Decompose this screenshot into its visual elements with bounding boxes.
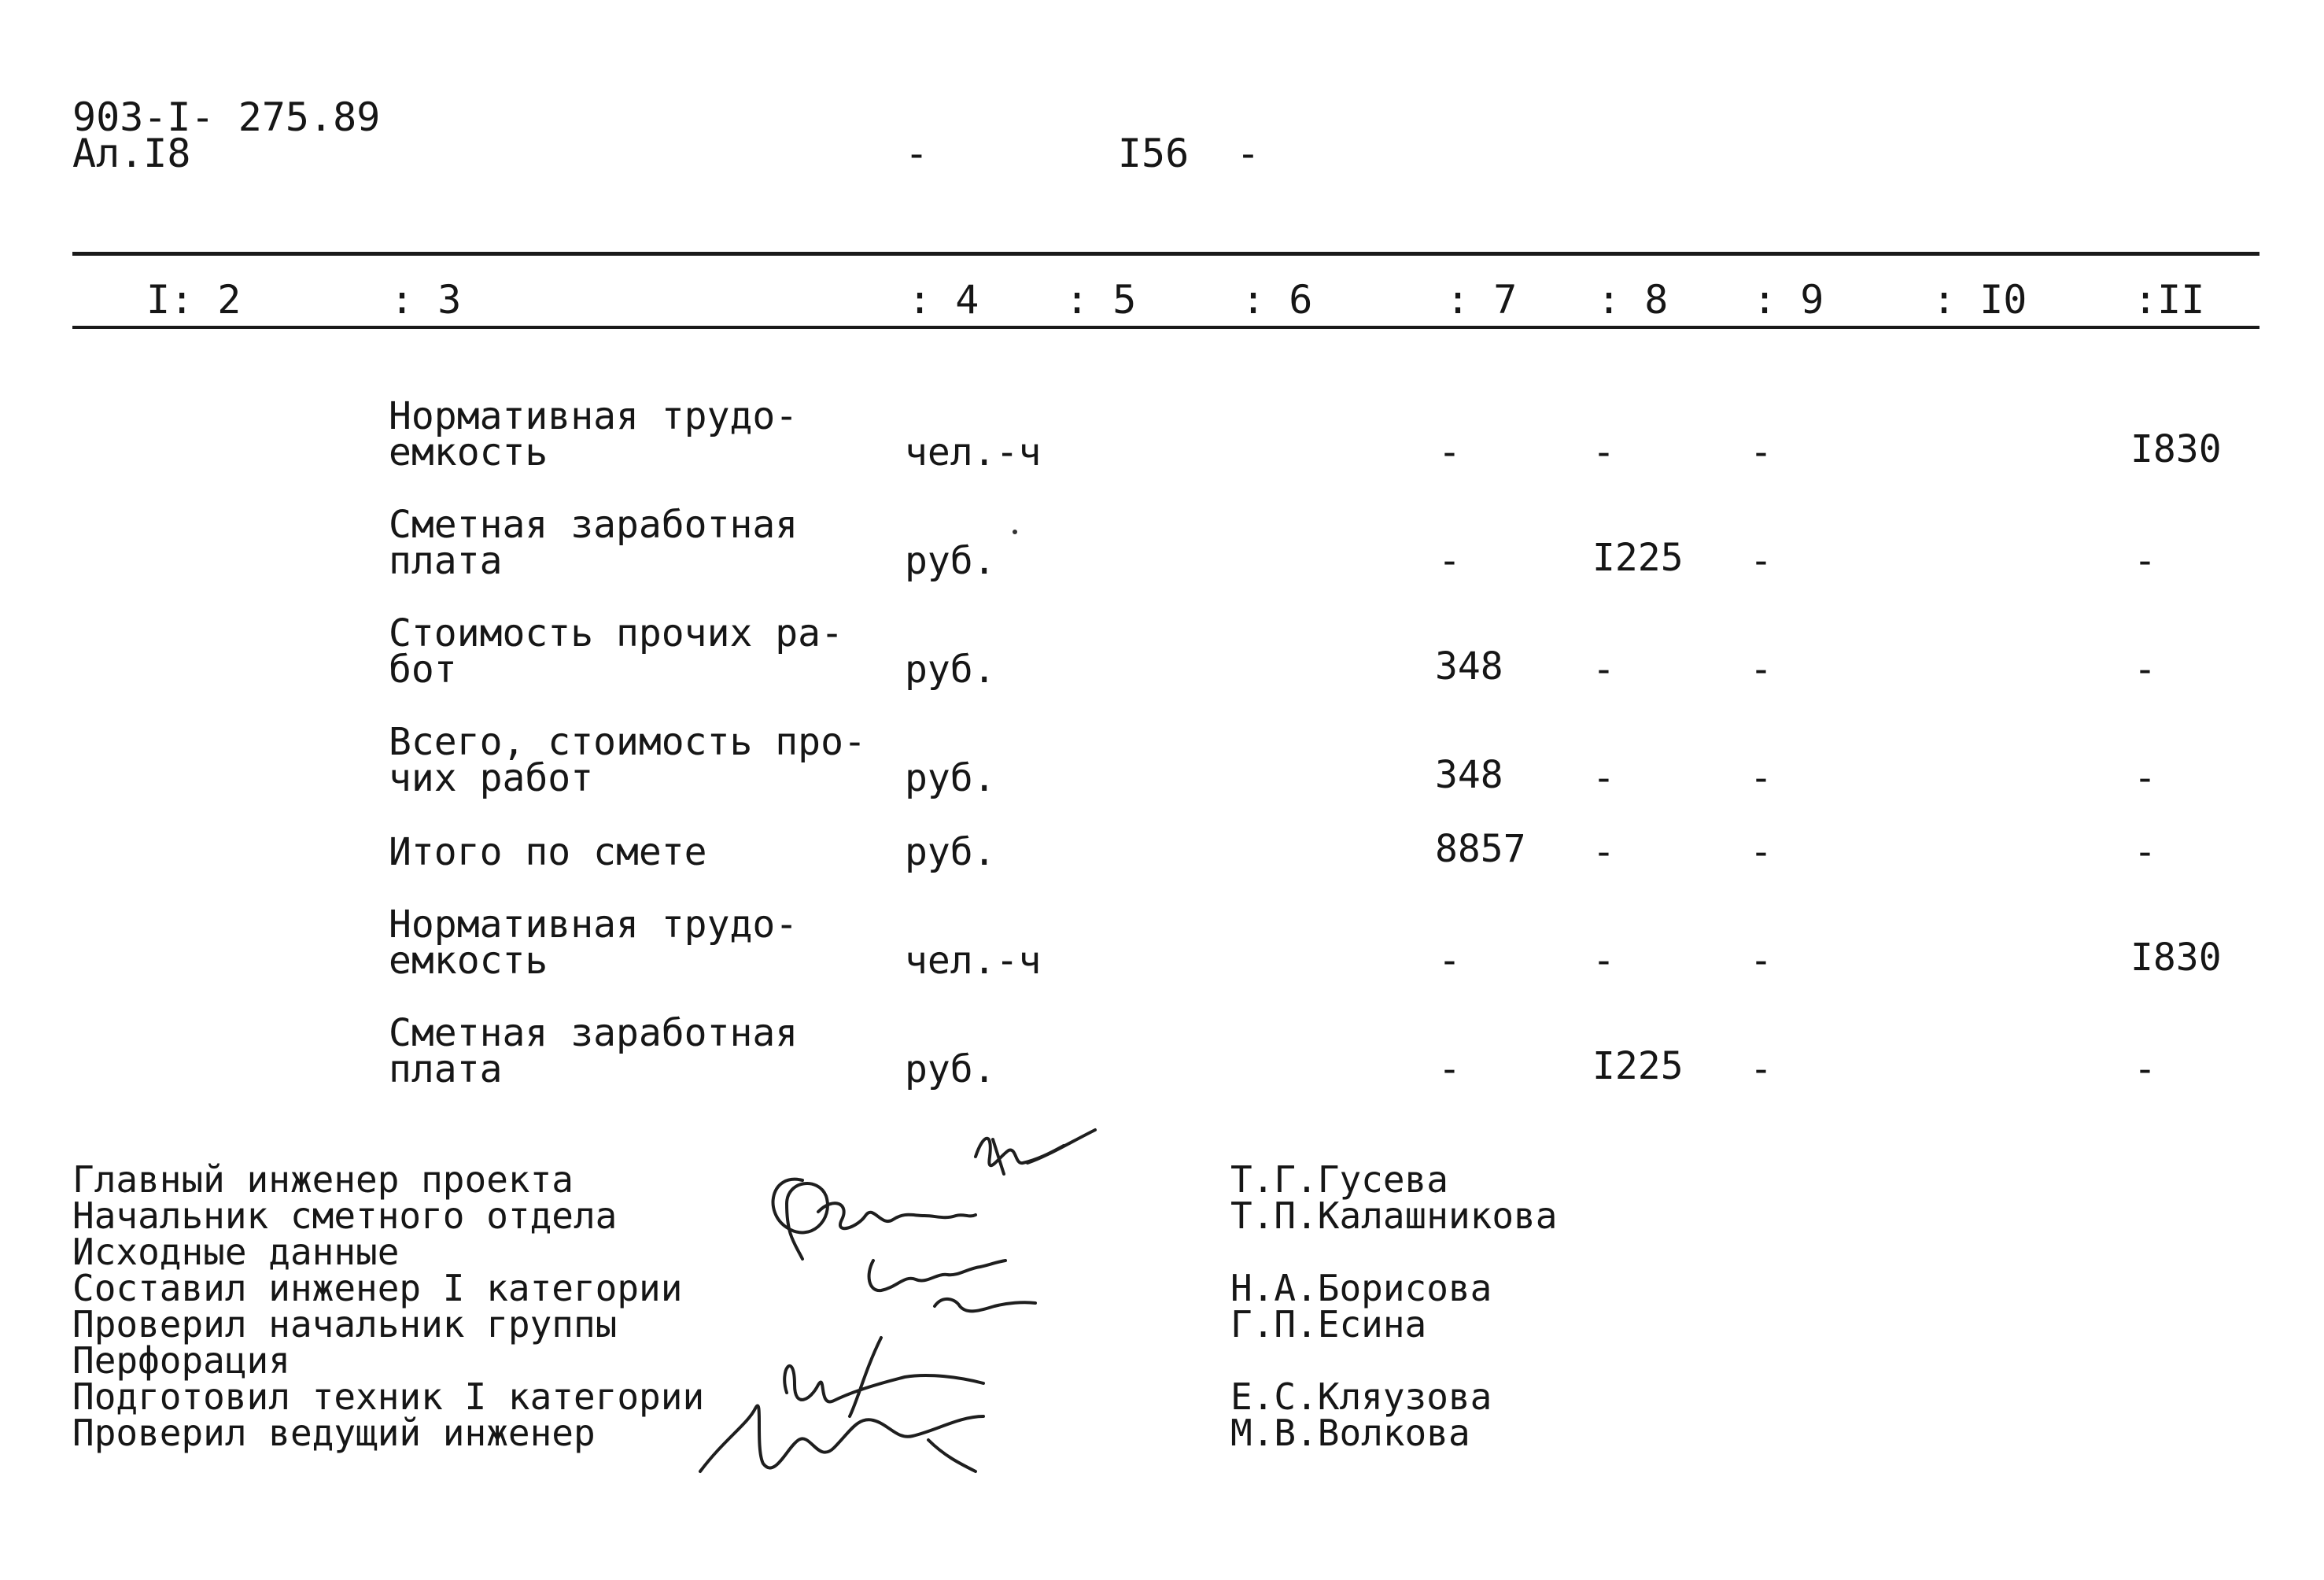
row-col11: I830 xyxy=(2130,427,2222,471)
signature-mark-5 xyxy=(700,1405,983,1471)
row-unit: руб. xyxy=(905,648,996,692)
row-col8: - xyxy=(1592,648,1615,692)
row-unit: чел.-ч xyxy=(905,939,1042,983)
signature-mark-4 xyxy=(784,1338,983,1416)
role-label: Составил инженер I категории xyxy=(72,1267,683,1309)
signature-mark-2 xyxy=(773,1179,976,1259)
row-col8: - xyxy=(1592,939,1615,983)
row-name-line-2: емкость xyxy=(389,430,548,474)
signer-name: Т.П.Калашникова xyxy=(1230,1194,1558,1237)
row-name-line-2: бот xyxy=(389,648,457,692)
signer-name: Т.Г.Гусева xyxy=(1230,1158,1448,1201)
row-col7: 348 xyxy=(1435,644,1503,688)
row-col7: 8857 xyxy=(1435,827,1526,871)
row-unit: чел.-ч xyxy=(905,430,1042,474)
row-name-line-1: Сметная заработная xyxy=(389,1011,799,1055)
row-col9: - xyxy=(1750,756,1773,800)
row-col8: - xyxy=(1592,830,1615,874)
column-header-6: : 6 xyxy=(1241,277,1313,323)
row-name-line-1: Всего, стоимость про- xyxy=(389,720,866,764)
column-header-3: : 3 xyxy=(390,277,462,323)
row-col7: - xyxy=(1438,539,1461,583)
row-col9: - xyxy=(1750,539,1773,583)
row-col11: - xyxy=(2134,539,2156,583)
signature-mark-1 xyxy=(976,1130,1095,1174)
row-col9: - xyxy=(1750,939,1773,983)
column-header-10: : I0 xyxy=(1932,277,2027,323)
row-col11: - xyxy=(2134,1047,2156,1091)
row-name-line-2: чих работ xyxy=(389,756,594,800)
column-header-9: : 9 xyxy=(1753,277,1824,323)
row-name-line-1: Стоимость прочих ра- xyxy=(389,611,843,655)
page-number: - I56 - xyxy=(905,131,1260,176)
column-header-7: : 7 xyxy=(1446,277,1518,323)
document-code-line-1: 903-I- 275.89 xyxy=(72,94,381,140)
row-col9: - xyxy=(1750,830,1773,874)
row-unit: руб. xyxy=(905,756,996,800)
role-label: Начальник сметного отдела xyxy=(72,1194,618,1237)
row-col11: I830 xyxy=(2130,936,2222,980)
role-label: Проверил ведущий инженер xyxy=(72,1412,596,1454)
signer-name: М.В.Волкова xyxy=(1230,1412,1470,1454)
row-name-line-1: Нормативная трудо- xyxy=(389,903,799,947)
signer-name: Е.С.Кляузова xyxy=(1230,1375,1492,1418)
signer-name: Н.А.Борисова xyxy=(1230,1267,1492,1309)
row-col9: - xyxy=(1750,1047,1773,1091)
row-col7: - xyxy=(1438,430,1461,474)
row-unit: руб. xyxy=(905,1047,996,1091)
row-name-line-1: Итого по смете xyxy=(389,830,707,874)
row-col8: I225 xyxy=(1592,536,1684,580)
stray-ink-dot xyxy=(1013,530,1017,534)
column-header-8: : 8 xyxy=(1597,277,1669,323)
row-col7: - xyxy=(1438,939,1461,983)
row-col11: - xyxy=(2134,756,2156,800)
row-name-line-1: Нормативная трудо- xyxy=(389,394,799,438)
column-header-4: : 4 xyxy=(908,277,979,323)
row-unit: руб. xyxy=(905,830,996,874)
signature-mark-3 xyxy=(869,1261,1035,1311)
column-header-5: : 5 xyxy=(1065,277,1137,323)
row-col7: - xyxy=(1438,1047,1461,1091)
row-col7: 348 xyxy=(1435,753,1503,797)
row-name-line-2: плата xyxy=(389,539,503,583)
row-name-line-1: Сметная заработная xyxy=(389,503,799,547)
row-col8: - xyxy=(1592,756,1615,800)
signer-name: Г.П.Есина xyxy=(1230,1303,1427,1346)
role-label: Исходные данные xyxy=(72,1231,400,1273)
role-label: Проверил начальник группы xyxy=(72,1303,618,1346)
row-unit: руб. xyxy=(905,539,996,583)
row-name-line-2: плата xyxy=(389,1047,503,1091)
row-col9: - xyxy=(1750,430,1773,474)
column-header-1-2: I: 2 xyxy=(146,277,242,323)
row-name-line-2: емкость xyxy=(389,939,548,983)
column-header-11: :II xyxy=(2134,277,2205,323)
role-label: Подготовил техник I категории xyxy=(72,1375,705,1418)
row-col11: - xyxy=(2134,830,2156,874)
row-col9: - xyxy=(1750,648,1773,692)
row-col8: - xyxy=(1592,430,1615,474)
row-col11: - xyxy=(2134,648,2156,692)
role-label: Главный инженер проекта xyxy=(72,1158,574,1201)
document-code-line-2: Ал.I8 xyxy=(72,131,191,176)
role-label: Перфорация xyxy=(72,1339,290,1382)
row-col8: I225 xyxy=(1592,1044,1684,1088)
